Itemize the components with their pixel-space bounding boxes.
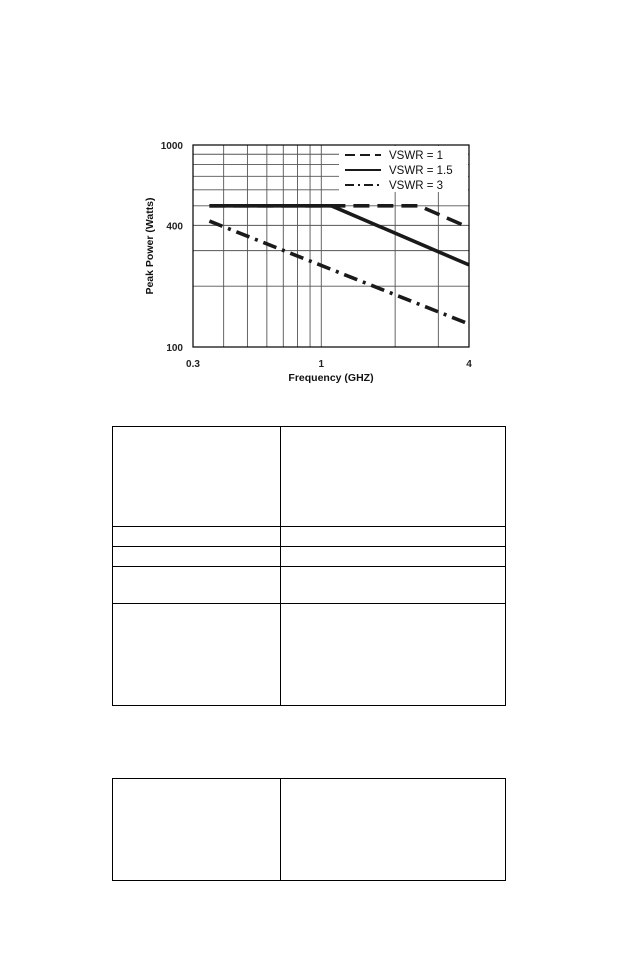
y-axis-label: Peak Power (Watts): [144, 197, 156, 295]
table-row: [113, 604, 506, 706]
legend-label: VSWR = 1: [389, 150, 444, 162]
table-cell: [113, 779, 281, 881]
x-tick-label: 4: [466, 359, 472, 370]
spec-table-2: [112, 778, 506, 881]
table-row: [113, 779, 506, 881]
legend: [339, 146, 468, 192]
table-cell: [281, 427, 506, 527]
table-cell: [113, 604, 281, 706]
table-cell: [281, 547, 506, 567]
y-tick-label: 400: [166, 221, 183, 233]
spec-table-1: [112, 426, 506, 706]
y-tick-label: 1000: [160, 141, 183, 152]
series-layer: [209, 206, 469, 324]
table-row: [113, 427, 506, 527]
table-cell: [113, 527, 281, 547]
peak-power-chart: [0, 0, 617, 420]
table-cell: [113, 427, 281, 527]
series-line-3: [209, 221, 469, 324]
legend-label: VSWR = 1.5: [389, 165, 453, 177]
table-cell: [113, 567, 281, 604]
table-row: [113, 527, 506, 547]
x-tick-label: 0.3: [186, 359, 200, 370]
x-tick-label: 1: [318, 359, 325, 370]
table-cell: [113, 547, 281, 567]
table-cell: [281, 604, 506, 706]
x-axis-label: Frequency (GHZ): [288, 372, 374, 384]
table-cell: [281, 567, 506, 604]
legend-label: VSWR = 3: [389, 180, 444, 192]
y-tick-label: 100: [166, 343, 183, 354]
table-row: [113, 547, 506, 567]
table-cell: [281, 527, 506, 547]
table-cell: [281, 779, 506, 881]
table-row: [113, 567, 506, 604]
